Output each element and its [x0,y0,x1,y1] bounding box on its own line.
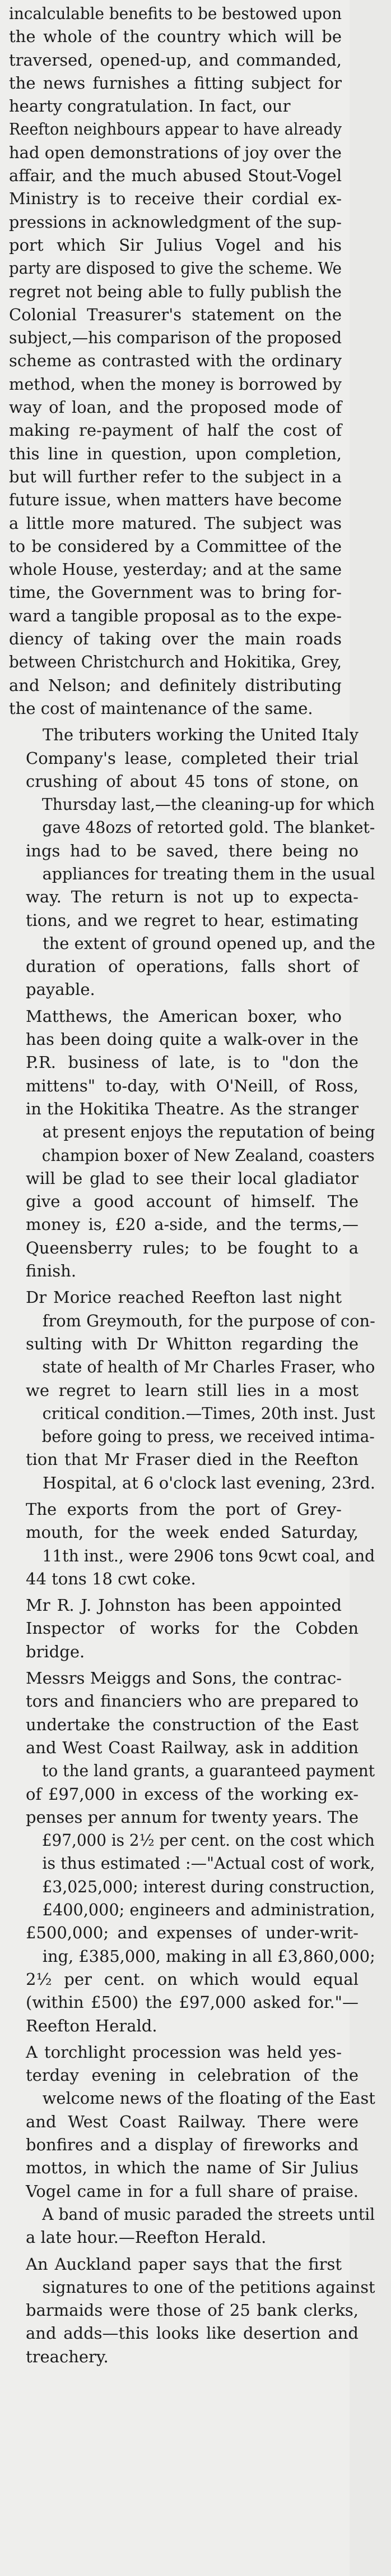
text-line: port which Sir Julius Vogel and his [9,235,342,255]
article-paragraph [9,1005,375,1283]
text-line: will be glad to see their local gladiator [26,1168,359,1188]
text-line: Reefton Herald. [26,2016,157,2035]
text-line: traversed, opened-up, and commanded, [9,50,342,70]
text-line: Ministry is to receive their cordial ex- [9,189,342,209]
text-line: mottos, in which the name of Sir Julius [26,2158,359,2178]
text-line: Reefton neighbours appear to have already [9,119,342,139]
text-line: money is, £20 a-side, and the terms,— [26,1215,359,1234]
text-line: between Christchurch and Hokitika, Grey, [9,652,342,672]
text-line: 44 tons 18 cwt coke. [26,1569,196,1588]
text-line: of £97,000 in excess of the working ex- [26,1784,359,1804]
text-line: but will further refer to the subject in a [9,467,342,486]
text-line: affair, and the much abused Stout-Vogel [9,166,342,186]
text-line: barmaids were those of 25 bank clerks, [26,2301,359,2320]
text-line: Vogel came in for a full share of praise. [26,2181,359,2201]
text-line: method, when the money is borrowed by [9,374,342,394]
text-line: (within £500) the £97,000 asked for."— [26,1993,359,2012]
text-line: appliances for treating them in the usual [42,864,375,883]
article-paragraph [9,724,375,1002]
article-paragraph [9,2,342,720]
text-line: making re-payment of half the cost of [9,421,342,440]
text-line: give a good account of himself. The [26,1192,359,1211]
text-line: and West Coast Railway. There were [26,2112,359,2131]
text-line: terday evening in celebration of the [26,2066,359,2085]
text-line: regret not being able to fully publish the [9,282,342,301]
text-line: undertake the construction of the East [26,1715,359,1734]
text-line: the news furnishes a fitting subject for [9,73,342,93]
text-line: hearty congratulation. In fact, our [9,96,291,116]
text-line: future issue, when matters have become [9,490,342,510]
text-line: time, the Government was to bring for- [9,583,342,602]
text-line: Matthews, the American boxer, who [26,1006,342,1026]
text-line: and adds—this looks like desertion and [26,2324,359,2343]
text-line: welcome news of the floating of the East [42,2089,375,2108]
text-line: champion boxer of New Zealand, coasters [41,1145,375,1165]
text-line: bonfires and a display of fireworks and [26,2135,359,2155]
text-line: had open demonstrations of joy over the [9,142,342,162]
text-line: sulting with Dr Whitton regarding the [26,1334,359,1353]
text-line: at present enjoys the reputation of being [42,1122,375,1142]
text-line: A torchlight procession was held yes- [26,2042,342,2062]
text-line: scheme as contrasted with the ordinary [9,351,342,371]
text-line: pressions in acknowledgment of the sup- [9,212,342,232]
text-line: Mr R. J. Johnston has been appointed [26,1596,342,1615]
text-line: whole House, yesterday; and at the same [9,560,342,579]
article-paragraph [9,1498,375,1591]
text-line: The exports from the port of Grey- [26,1500,342,1519]
text-line: Hospital, at 6 o'clock last evening, 23rd. [42,1473,375,1492]
text-line: A band of music paraded the streets until [42,2204,375,2224]
text-line: is thus estimated :—"Actual cost of work, [42,1854,375,1873]
text-line: Colonial Treasurer's statement on the [9,305,342,324]
text-line: treachery. [26,2347,109,2366]
article-paragraph [9,1667,375,2038]
text-line: tion that Mr Fraser died in the Reefton [26,1450,359,1469]
article-paragraph [9,1286,375,1495]
text-line: crushing of about 45 tons of stone, on [26,771,359,791]
text-line: to the land grants, a guaranteed payment [42,1761,375,1781]
text-line: Messrs Meiggs and Sons, the contrac- [26,1669,342,1688]
text-line: we regret to learn still lies in a most [26,1380,359,1400]
text-line: bridge. [26,1642,85,1661]
text-line: finish. [26,1261,77,1281]
text-line: mittens" to-day, with O'Neill, of Ross, [26,1076,359,1095]
text-line: ings had to be saved, there being no [26,841,359,860]
text-line: before going to press, we received intima- [41,1427,375,1446]
text-line: Thursday last,—the cleaning-up for which [41,795,375,814]
text-line: critical condition.—Times, 20th inst. Just [42,1403,375,1423]
text-line: £400,000; engineers and administration, [42,1900,375,1920]
text-line: tions, and we regret to hear, estimating [26,910,359,930]
text-line: £500,000; and expenses of under-writ- [26,1923,359,1943]
text-line: party are disposed to give the scheme. We [9,259,342,278]
text-line: payable. [26,980,95,999]
text-line: 2½ per cent. on which would equal [26,1969,359,1989]
text-line: Dr Morice reached Reefton last night [26,1288,342,1307]
text-line: has been doing quite a walk-over in the [26,1030,359,1049]
text-line: state of health of Mr Charles Fraser, who [42,1357,375,1377]
text-line: gave 48ozs of retorted gold. The blanket- [42,818,375,837]
text-line: way of loan, and the proposed mode of [9,398,342,417]
text-line: An Auckland paper says that the first [26,2254,342,2274]
text-line: Company's lease, completed their trial [26,748,359,768]
text-line: Queensberry rules; to be fought to a [26,1238,359,1257]
text-line: tors and financiers who are prepared to [26,1692,359,1711]
text-line: ing, £385,000, making in all £3,860,000; [42,1946,375,1966]
text-line: and West Coast Railway, ask in addition [26,1738,359,1757]
article-body [9,2,375,2368]
article-paragraph [9,2041,375,2250]
text-line: a late hour.—Reefton Herald. [26,2228,267,2247]
text-line: £97,000 is 2½ per cent. on the cost which [41,1831,375,1850]
text-line: the whole of the country which will be [9,27,342,47]
text-line: Inspector of works for the Cobden [26,1619,359,1638]
text-line: diency of taking over the main roads [9,629,342,649]
text-line: this line in question, upon completion, [9,444,342,463]
text-line: £3,025,000; interest during construction, [42,1877,375,1896]
text-line: duration of operations, falls short of [26,957,359,976]
text-line: incalculable benefits to be bestowed upon [9,4,342,23]
text-line: the cost of maintenance of the same. [9,698,313,718]
text-line: way. The return is not up to expecta- [26,887,359,907]
text-line: signatures to one of the petitions against [42,2277,375,2297]
text-line: from Greymouth, for the purpose of con- [42,1311,375,1330]
text-line: subject,—his comparison of the proposed [9,328,342,348]
text-line: ward a tangible proposal as to the expe- [9,606,342,625]
article-paragraph [9,1594,359,1663]
text-line: 11th inst., were 2906 tons 9cwt coal, and [42,1546,375,1565]
text-line: a little more matured. The subject was [9,513,342,533]
text-line: mouth, for the week ended Saturday, [26,1523,359,1542]
text-line: in the Hokitika Theatre. As the stranger [26,1099,359,1118]
text-line: P.R. business of late, is to "don the [26,1053,359,1072]
text-line: the extent of ground opened up, and the [42,933,375,953]
text-line: penses per annum for twenty years. The [26,1807,359,1827]
text-line: and Nelson; and definitely distributing [9,675,342,695]
article-paragraph [9,2253,375,2368]
text-line: The tributers working the United Italy [42,725,359,745]
text-line: to be considered by a Committee of the [9,536,342,556]
